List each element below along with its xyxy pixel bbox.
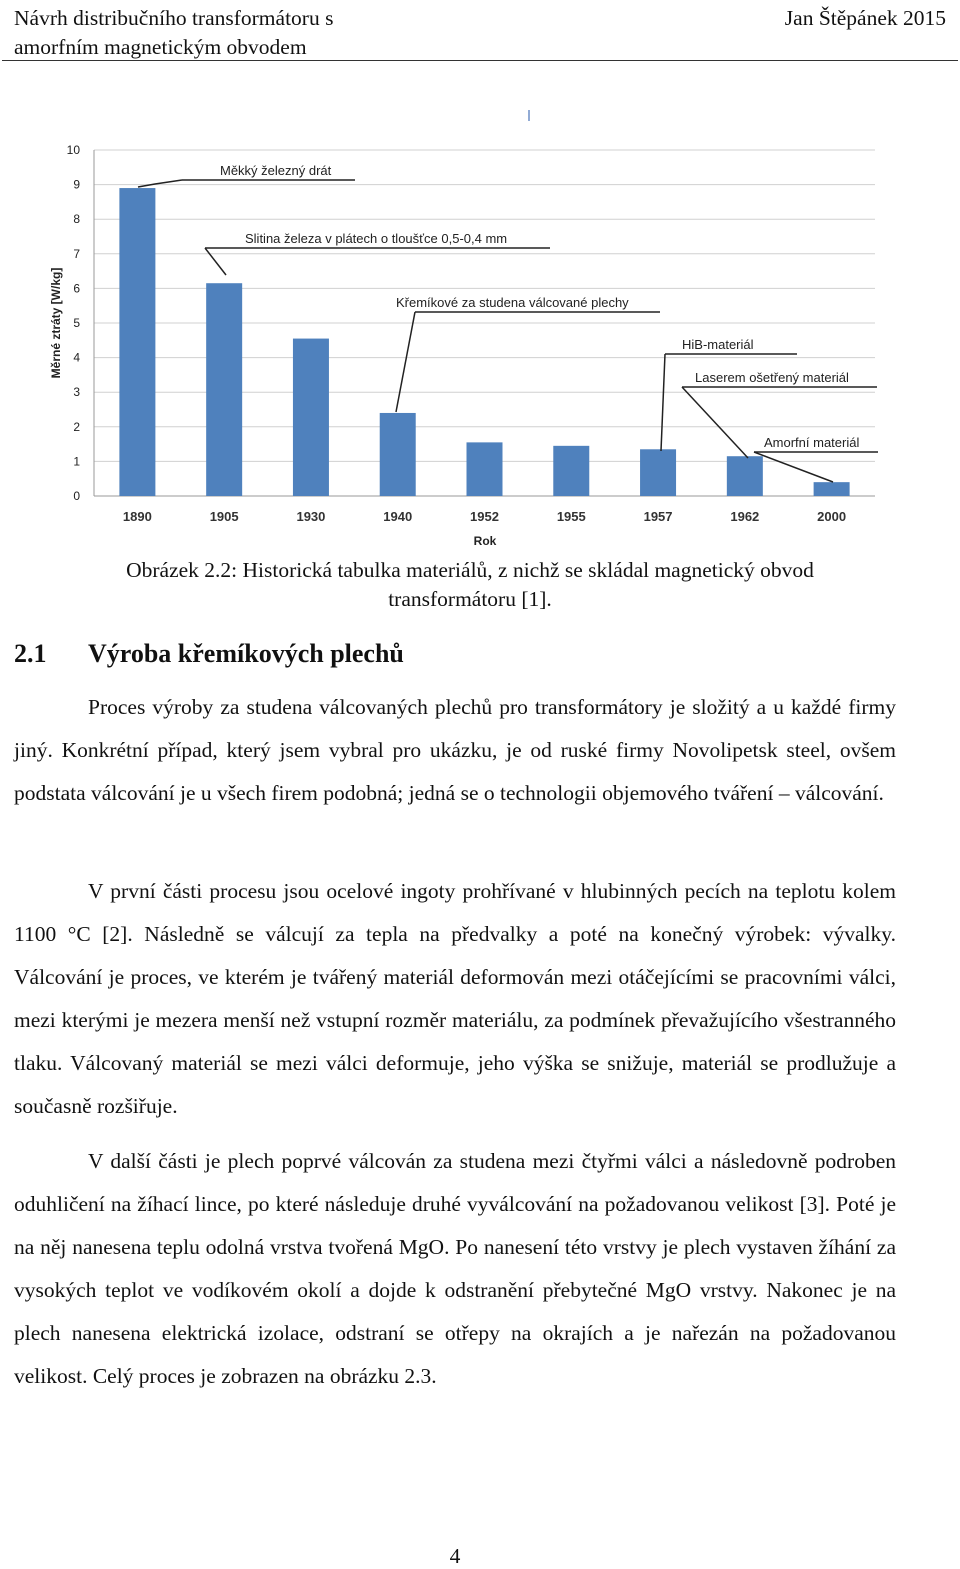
annotation-label: Laserem ošetřený materiál [695, 370, 849, 385]
bar-1930 [293, 339, 329, 496]
y-tick-label: 6 [73, 281, 80, 296]
section-title: Výroba křemíkových plechů [88, 639, 404, 668]
x-tick-label: 1957 [643, 509, 673, 524]
bar-2000 [814, 482, 850, 496]
annotation-label: Slitina železa v plátech o tloušťce 0,5-0,4 mm [245, 231, 508, 246]
y-tick-label: 4 [73, 350, 80, 365]
section-number: 2.1 [14, 639, 47, 668]
annotation-leader [205, 248, 226, 275]
annotation-leader [754, 452, 833, 482]
section-heading [14, 638, 404, 670]
y-tick-label: 2 [73, 419, 80, 434]
annotation-label: Amorfní materiál [764, 435, 860, 450]
bar-1957 [640, 449, 676, 496]
body-paragraph: V další části je plech poprvé válcován za studena mezi čtyřmi válci a následovně podroben oduhličení na žíhací lince, po které následuje druhé vyválcování na požadovanou velikost [3]. Poté je na něj nanesena teplu odolná vrstva tvořená MgO. Po nanesení této vrstvy je plech vystaven žíhání za vysokých teplot ve vodíkovém okolí a dojde k odstranění přebytečné MgO vrstvy. Nakonec je na plech nanesena elektrická izolace, odstraní se otřepy na okrajích a je nařezán na požadovanou velikost. Celý proces je zobrazen na obrázku 2.3. [14, 1149, 896, 1388]
x-tick-label: 1930 [296, 509, 326, 524]
y-tick-label: 9 [73, 177, 80, 192]
running-header-title [14, 4, 333, 62]
annotation-label: Křemíkové za studena válcované plechy [396, 295, 629, 310]
y-tick-label: 3 [73, 385, 80, 400]
header-divider [2, 60, 958, 61]
x-tick-label: 1940 [383, 509, 413, 524]
x-tick-label: 2000 [817, 509, 847, 524]
y-tick-label: 1 [73, 454, 80, 469]
bar-1955 [553, 446, 589, 496]
annotation-leader [138, 180, 182, 187]
x-tick-label: 1952 [470, 509, 499, 524]
losses-bar-chart [30, 100, 900, 550]
annotation-leader [682, 387, 748, 458]
x-tick-label: 1955 [556, 509, 586, 524]
y-tick-label: 5 [73, 316, 80, 330]
figure-caption-line-2: transformátoru [1]. [388, 587, 552, 611]
header-title-line-1: Návrh distribučního transformátoru s [14, 6, 334, 30]
y-tick-label: 0 [73, 489, 80, 503]
figure-caption [40, 556, 900, 614]
annotation-leader [396, 312, 415, 412]
x-tick-label: 1890 [122, 509, 152, 524]
figure-caption-line-1: Obrázek 2.2: Historická tabulka materiálů, z nichž se skládal magnetický obvod [126, 558, 814, 582]
x-tick-label: 1962 [730, 509, 760, 524]
chart-annotations [138, 110, 878, 482]
bar-1952 [467, 442, 503, 496]
bar-1905 [206, 283, 242, 496]
page-number: 4 [449, 1544, 461, 1568]
body-paragraph: V první části procesu jsou ocelové ingoty prohřívané v hlubinných pecích na teplotu kolem 1100 °C [2]. Následně se válcují za tepla na předvalky a poté na konečný výrobek: vývalky. Válcování je proces, ve kterém je tvářený materiál deformován mezi otáčejícími se pracovními válci, mezi kterými je mezera menší než vstupní rozměr materiálu, za podmínek převažujícího všestranného tlaku. Válcovaný materiál se mezi válci deformuje, jeho výška se snižuje, materiál se prodlužuje a současně rozšiřuje. [14, 879, 896, 1118]
annotation-label: Měkký železný drát [220, 163, 332, 178]
x-tick-label: 1905 [209, 509, 239, 524]
running-header-author: Jan Štěpánek 2015 [784, 6, 946, 30]
header-title-line-2: amorfním magnetickým obvodem [14, 35, 307, 59]
bar-1890 [119, 188, 155, 496]
annotation-label: HiB-materiál [682, 337, 754, 352]
bar-1962 [727, 456, 763, 496]
bar-1940 [380, 413, 416, 496]
y-tick-label: 7 [73, 246, 80, 261]
annotation-leader [661, 354, 665, 451]
y-tick-label: 10 [66, 143, 80, 157]
y-tick-label: 8 [73, 212, 80, 227]
y-axis-title: Měrné ztráty [W/kg] [49, 267, 63, 379]
x-axis-title: Rok [473, 534, 497, 548]
body-paragraph: Proces výroby za studena válcovaných plechů pro transformátory je složitý a u každé firmy jiný. Konkrétní případ, který jsem vybral pro ukázku, je od ruské firmy Novolipetsk steel, ovšem podstata válcování je u všech firem podobná; jedná se o technologii objemového tváření – válcování. [14, 695, 896, 805]
